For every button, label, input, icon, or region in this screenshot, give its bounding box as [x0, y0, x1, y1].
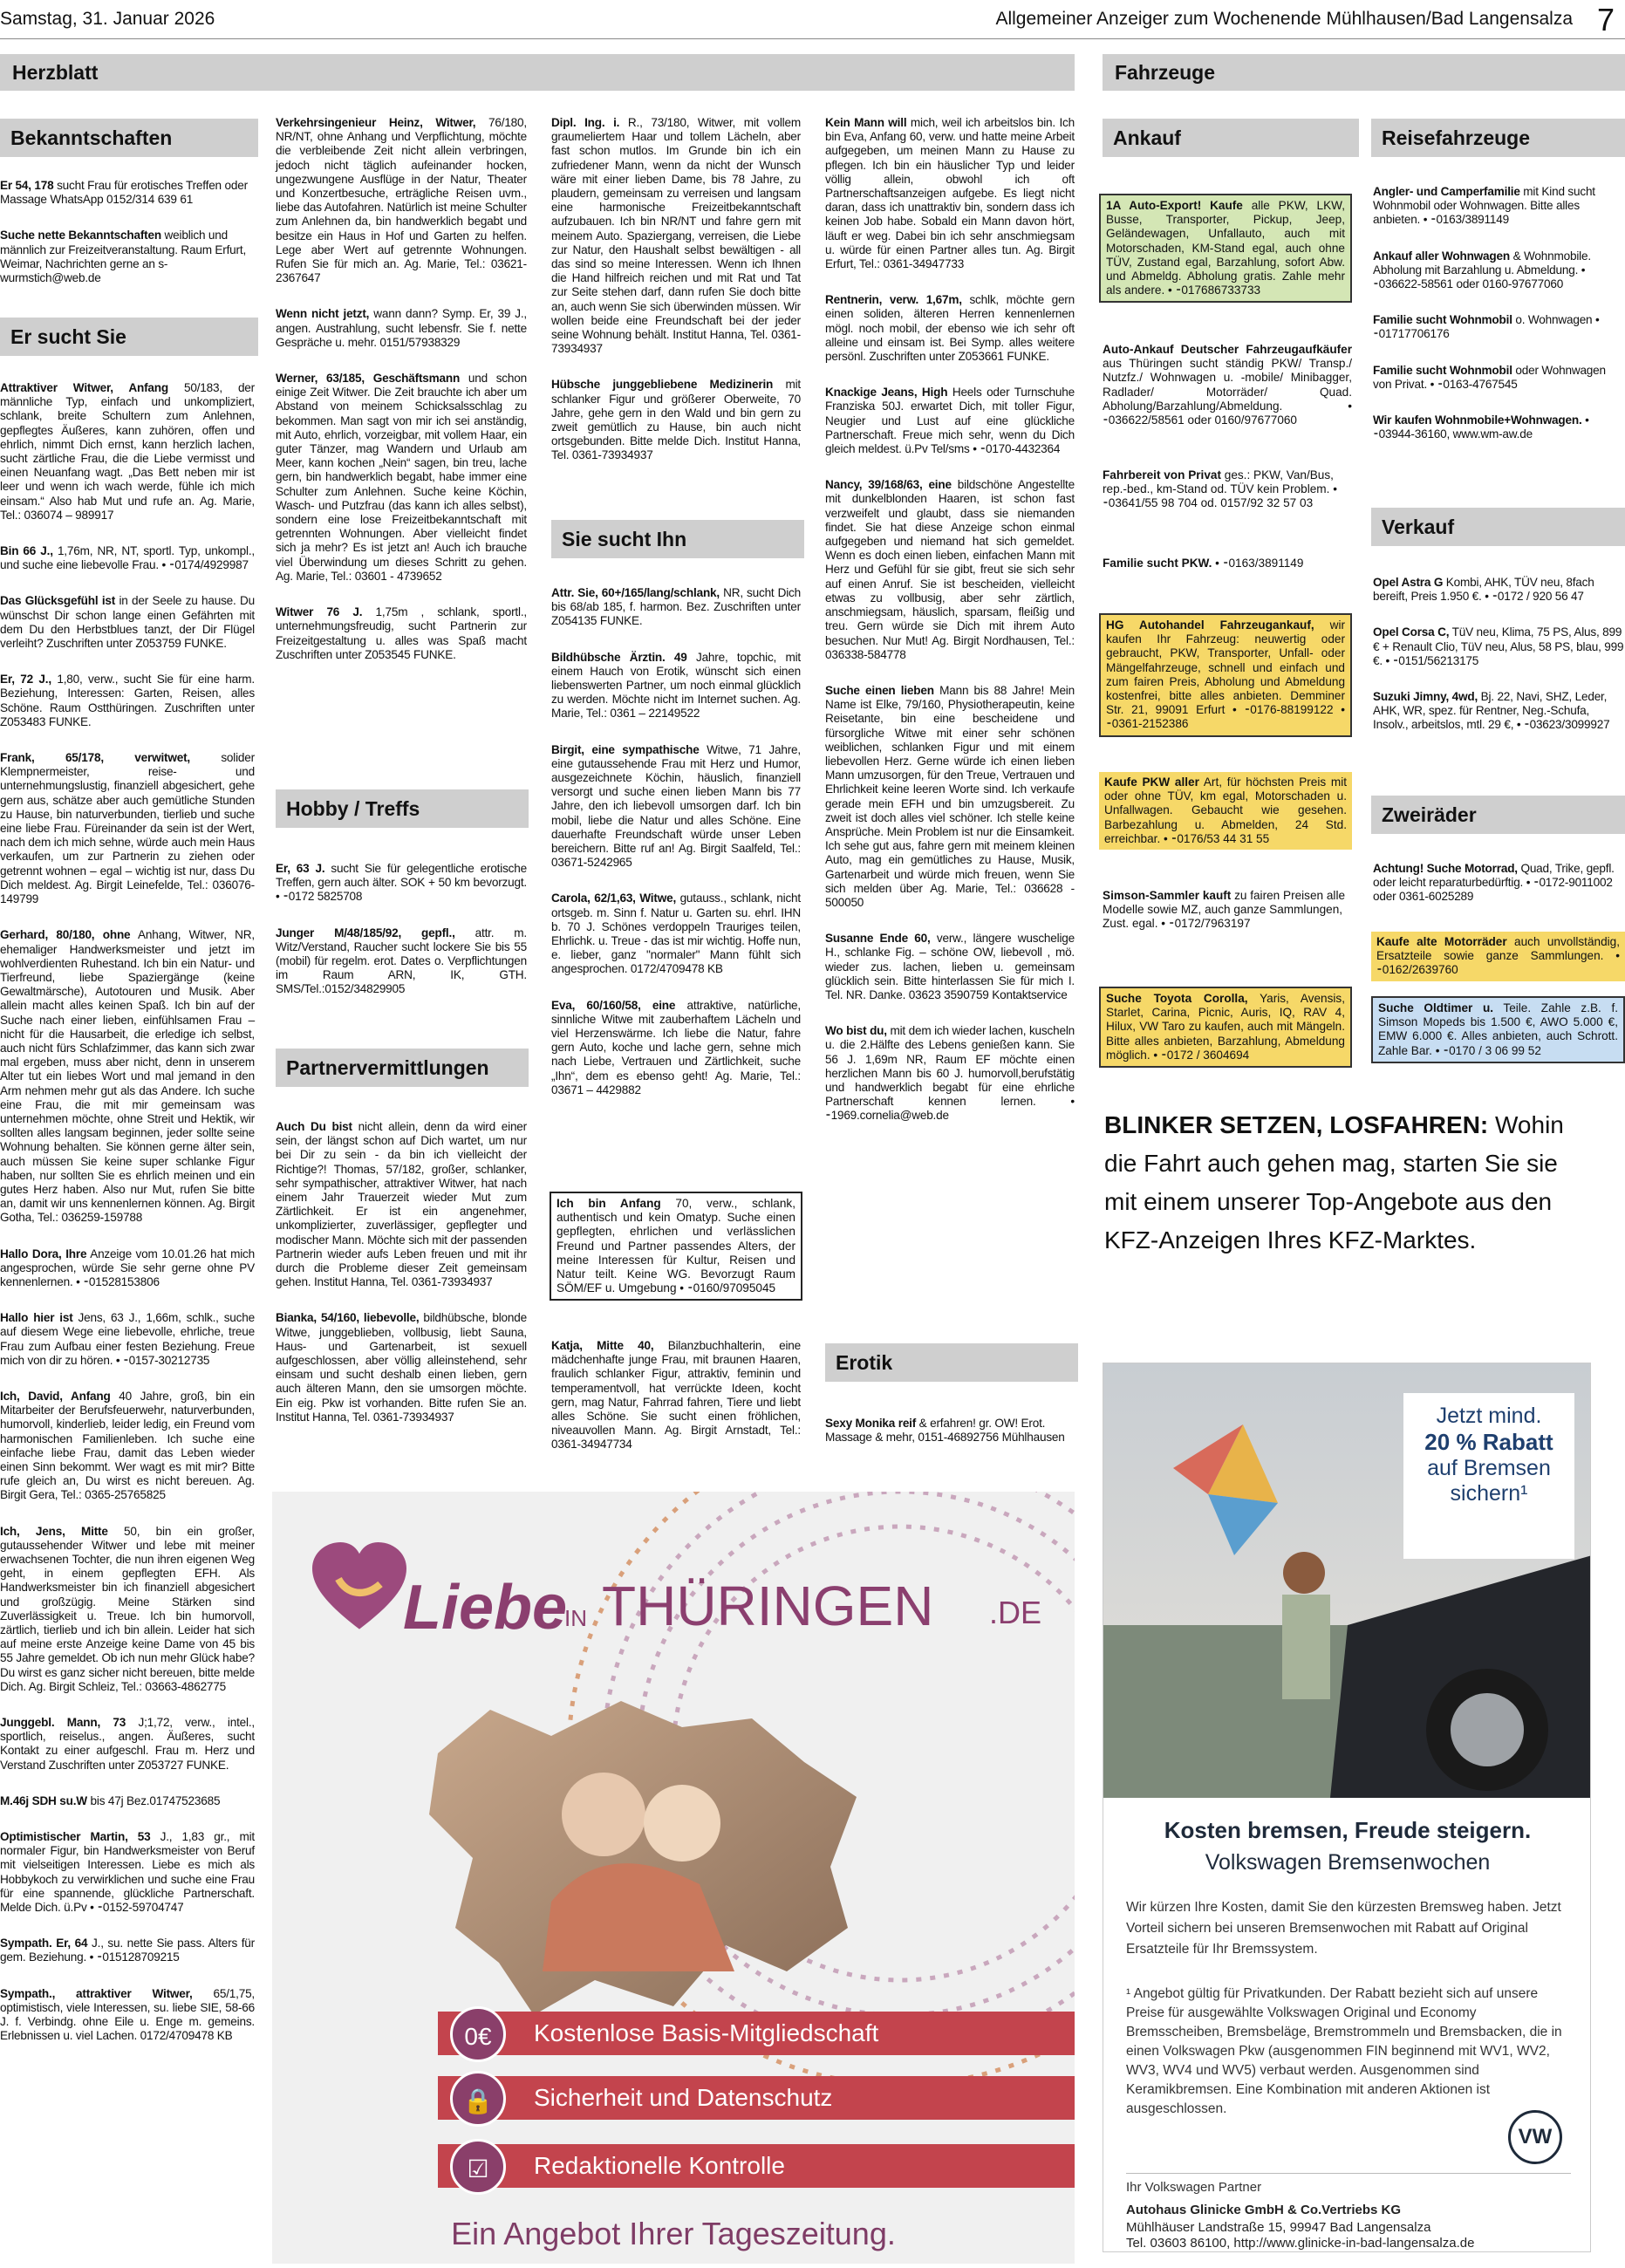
heading-partnervermittlungen: Partnervermittlungen [276, 1049, 529, 1087]
page-header [0, 0, 1625, 39]
classified-ad: Bianka, 54/160, liebevolle, bildhübsche, blonde Witwe, junggeblieben, vollbusig, liebt Sauna, Haus- und Gartenarbeit, ist sexuell aufgeschlossen, aber völlig alleinstehend, sehr einsam und sucht deshalb einen lieben, gern auch älteren Mann, den sie umsorgen möchte. Ein eig. Pkw ist vorhanden. Bitte rufen Sie an. Institut Hanna, Tel. 0361-73934937 [276, 1311, 527, 1424]
vw-address: Mühlhäuser Landstraße 15, 99947 Bad Langensalza [1126, 2220, 1431, 2235]
column-bekanntschaften [0, 179, 255, 307]
logo-in: IN [564, 1605, 587, 1631]
column-hobby [276, 862, 527, 1019]
heading-zweiraeder: Zweiräder [1371, 796, 1625, 834]
feature-sicherheit: 🔒 Sicherheit und Datenschutz [438, 2076, 1075, 2120]
classified-ad: Optimistischer Martin, 53 J., 1,83 gr., mit normaler Figur, bin Handwerksmeister von Beruf mit vielseitigen Interessen. Liebe es mich als Hobbykoch zu verwirklichen und suche eine Frau für eine spannende, glückliche Partnerschaft. Melde Dich. ü.Pv • ⁃0152-59704747 [0, 1830, 255, 1915]
column-3-bottom [551, 1339, 801, 1474]
ad-motorrad [1373, 862, 1625, 926]
ad-simson-sammler: Simson-Sammler kauft zu fairen Preisen alle Modelle sowie MZ, auch ganze Sammlungen, Zust. egal. • ⁃0172/7963197 [1103, 889, 1346, 931]
classified-ad: Das Glücksgefühl ist in der Seele zu hause. Du wünschst Dir schon lange einen Gefährten mit dem Du den Herbstblues tanzt, der Dir Flügel verleiht? Zuschriften unter Z053759 FUNKE. [0, 594, 255, 651]
classified-ad: Familie sucht Wohnmobil o. Wohnwagen • ⁃01717706176 [1373, 313, 1600, 341]
promo-box: Jetzt mind. 20 % Rabatt auf Bremsen sichern¹ [1403, 1393, 1574, 1559]
logo-thueringen: THÜRINGEN [602, 1575, 934, 1637]
monitor-check-icon: ☑ [450, 2139, 506, 2195]
classified-ad: Wir kaufen Wohnmobile+Wohnwagen. • ⁃03944-36160, www.wm-aw.de [1373, 413, 1589, 441]
kfz-teaser: BLINKER SETZEN, LOSFAHREN: Wohin die Fahrt auch gehen mag, starten Sie sie mit einem unserer Top-Angebote aus den KFZ-Anzeigen Ihres KFZ-Marktes. [1104, 1111, 1564, 1254]
classified-ad: Carola, 62/1,63, Witwe, gutauss., schlank, nicht ortsgeb. m. Sinn f. Natur u. Garten su. ehrl. IHN b. 70 J. Schönes verdoppeln Trauriges teilen, Ehrlichk. u. Treue - das ist mir wichtig. Hoffe nun, e. lieber, ganz "normaler" Mann fühlt sich angesprochen. 0172/4709478 KB [551, 891, 801, 976]
ad-toyota: Suche Toyota Corolla, Yaris, Avensis, Starlet, Carina, Picnic, Auris, IQ, RAV 4, Hilux, VW Taro zu kaufen, auch mit Mängeln. Bitte alles anbieten, Barzahlung, Abmeldung möglich. • ⁃0172 / 3604694 [1099, 987, 1352, 1068]
classified-ad: Eva, 60/160/58, eine attraktive, natürliche, sinnliche Witwe mit zauberhaftem Lächeln und viel Herzenswärme. Ich liebe die Natur, fahre gern Auto, koche und lache gern, sehne mich nach Liebe, Vertrauen und Zärtlichkeit, suche „Ihn“, dem es ebenso geht! Ag. Marie, Tel.: 03671 – 4429882 [551, 998, 801, 1096]
heading-hobby-treffs: Hobby / Treffs [276, 789, 529, 828]
classified-ad: Rentnerin, verw. 1,67m, schlk, möchte gern einen soliden, älteren Herren kennenlernen mögl. noch mobil, der ebenso wie ich sehr oft alleine und einsam ist. Bei Symp. alles weitere persönl. Zuschriften unter Z053661 FUNKE. [825, 293, 1075, 364]
classified-ad: Verkehrsingenieur Heinz, Witwer, 76/180, NR/NT, ohne Anhang und Verpflichtung, möchte die verbleibende Zeit nicht allein verbringen, jedoch nicht täglich aufeinander hocken, ungezwungene Ausflüge in der Natur, Theater und Konzertbesuche, erträgliche Reisen uvm., liebe das Autofahren. Natürlich ist meine Schulter zum Anlehnen da, bin handwerklich begabt und besitze ein Haus in Hof und Garten zu helfen. Lege aber Wert auf getrennte Wohnungen. Rufen Sie für mich an. Ag. Marie, Tel.: 03621-2367647 [276, 116, 527, 285]
page-number: 7 [1596, 2, 1615, 38]
column-4 [825, 116, 1075, 1145]
classified-ad: Achtung! Suche Motorrad, Quad, Trike, gepfl. oder leicht reparaturbedürftig. • ⁃0172-9011002 oder 0361-6025289 [1373, 862, 1615, 904]
classified-ad: Hübsche junggebliebene Medizinerin mit schlanker Figur und größerer Oberweite, 70 Jahre, gehe gern in den Wald und bin gern zu zweit gemütlich zu Hause, bin auch nicht ortsgebunden. Bitte melde Dich. Institut Hanna, Tel. 0361-73934937 [551, 378, 801, 462]
framed-ad: Ich bin Anfang 70, verw., schlank, authentisch und kein Omatyp. Suche einen gepflegten, ehrlichen und verlässlichen Freund und Partner passendes Alters, der meine Interessen für Kultur, Reisen und Natur teilt. Keine WG. Bevorzugt Raum SÖM/EF u. Umgebung • ⁃0160/97095045 [550, 1192, 802, 1301]
column-sie-sucht-ihn [551, 586, 801, 1119]
classified-ad: Kein Mann will mich, weil ich arbeitslos bin. Ich bin Eva, Anfang 60, verw. und hatte meine Arbeit aufgegeben, um meinen Mann zu Hause zu pflegen. Ich bin ein häuslicher Typ und leider völlig allein, obwohl ich oft Partnerschaftsanzeigen aufgebe. Es liegt nicht daran, dass ich unattraktiv bin, sondern dass ich keinen Job habe. Sobald ein Mann davon hört, läuft er weg. Dabei bin ich sehr anschmiegsam u. würde für einen Partner alles tun. Ag. Birgit Erfurt, Tel.: 0361-34947733 [825, 116, 1075, 271]
classified-ad: Ankauf aller Wohnwagen & Wohnmobile. Abholung mit Barzahlung u. Abmeldung. • ⁃036622-58561 oder 0160-97677060 [1373, 249, 1591, 291]
column-2-top [276, 116, 527, 684]
classified-ad: Sympath. Er, 64 J., su. nette Sie pass. Alters für gem. Beziehung. • ⁃015128709215 [0, 1937, 255, 1964]
column-partner [276, 1120, 527, 1446]
ad-fahrbereit: Fahrbereit von Privat ges.: PKW, Van/Bus, rep.-bed., km-Stand od. TÜV kein Problem. • ⁃03641/55 98 704 od. 0157/92 32 57 03 [1103, 468, 1337, 510]
classified-ad: Gerhard, 80/180, ohne Anhang, Witwer, NR, ehemaliger Handwerksmeister und jetzt im wohlverdienten Ruhestand. Ich bin ein Natur- und Tierfreund, liebe Spaziergänge (keine Gewaltmärsche), Autotouren und Musik. Aber allein macht alles keinen Spaß. Ich bin auf der Suche nach einer lieben, einfühlsamen Frau – nicht für die Hausarbeit, die erledige ich selbst, auch nicht fürs Schlafzimmer, das kann sich zwar mal ergeben, muss aber nicht, denn in unserem Alter tut ein liebes Wort und mal jemand in den Arm nehmen mehr gut als das Andere. Ich suche eine Frau, die mit mir gemeinsam was unternehmen möchte, ohne Streit und Hektik, wir sollten alles langsam beginnen, jeder sollte seine Wohnung behalten. Sie können gerne älter sein, auch müssen Sie keine super schlanke Figur haben, nur sollten Sie es ehrlich meinen und ein gutes Herz haben. Also nur Mut, rufen Sie bitte an, damit wir uns kennenlernen können. Ag. Birgit Gotha, Tel.: 036259-159788 [0, 928, 255, 1225]
classified-ad: Birgit, eine sympathische Witwe, 71 Jahre, eine gutaussehende Frau mit Herz und Humor, ausgezeichnete Köchin, häuslich, finanziell versorgt und suche einen lieben Mann bis 77 Jahre, den ich liebevoll umsorgen darf. Ich bin mobil, liebe die Natur und alles Schöne. Eine dauerhafte Freundschaft würde unser Leben bereichern. Bitte ruf an! Ag. Birgit Saalfeld, Tel.: 03671-5242965 [551, 742, 801, 870]
classified-ad: Angler- und Camperfamilie mit Kind sucht Wohnmobil oder Wohnwagen. Bitte alles anbieten. • ⁃0163/3891149 [1373, 185, 1595, 227]
classified-ad: Hallo Dora, Ihre Anzeige vom 10.01.26 hat mich angesprochen, würde Sie sehr gerne ohne PV kennenlernen. • ⁃01528153806 [0, 1247, 255, 1288]
euro-zero-icon: 0€ [450, 2006, 506, 2062]
vw-body: Wir kürzen Ihre Kosten, damit Sie den kürzesten Bremsweg haben. Jetzt Vorteil sichern bei unseren Bremsenwochen mit Rabatt auf Original Ersatzteile für Ihr Bremssystem. [1126, 1900, 1561, 1957]
section-herzblatt: Herzblatt [0, 54, 1075, 91]
ad-hg-autohandel: HG Autohandel Fahrzeugankauf, wir kaufen Ihr Fahrzeug: neuwertig oder gebraucht, PKW, Transporter, Unfall- oder Mängelfahrzeuge, schnell und einfach und zum fairen Preis, Abholung und Abmeldung kostenfrei, bitte alles anbieten. Demminer Str. 21, 99091 Erfurt • ⁃0176-88199122 • ⁃0361-2152386 [1099, 613, 1352, 737]
vw-headline: Kosten bremsen, Freude steigern. [1164, 1817, 1532, 1843]
logo-de: .DE [989, 1595, 1042, 1630]
classified-ad: Auch Du bist nicht allein, denn da wird einer sein, der längst schon auf Dich wartet, um nur bei Dir zu sein - da bin ich vielleicht der Richtige?! Thomas, 57/182, großer, schlanker, sehr sympathischer, attraktiver Witwer, hat nach einem Jahr Trauerzeit wieder Mut zum Zärtlichkeit. Er ist ein angenehmer, unkomplizierter, zuverlässiger, gepflegter und modischer Mann. Möchte sich mit der passenden Partnerin wieder aufs Leben freuen und mit ihr durch die Probleme dieser Zeit gemeinsam gehen. Institut Hanna, Tel. 0361-73934937 [276, 1120, 527, 1289]
classified-ad: Attraktiver Witwer, Anfang 50/183, der männliche Typ, einfach und unkompliziert, schlank, breite Schultern zum Anlehnen, gepflegtes Äußeres, kann zuhören, offen und ehrlich, nimmt Dich ernst, kann herzlich lachen, sucht zärtliche Frau, die die Liebe vermisst und einen Neuanfang wagt. „Das Bett neben mir ist leer und wenn ich wach werde, fühle ich mich einsam.“ Also hab Mut und rufe an. Ag. Marie, Tel.: 036074 – 989917 [0, 381, 255, 522]
classified-ad: Opel Corsa C, TüV neu, Klima, 75 PS, Alus, 899 € + Renault Clio, TüV neu, Alus, 58 PS, blau, 999 €. • ⁃0151/56213175 [1373, 625, 1624, 667]
section-fahrzeuge: Fahrzeuge [1103, 54, 1625, 91]
vw-subline: Volkswagen Bremsenwochen [1205, 1850, 1491, 1875]
classified-ad: Witwer 76 J. 1,75m , schlank, sportl., unternehmungsfreudig, sucht Partnerin zur Freizeitgestaltung u. alles was Spaß macht Zuschriften unter Z053545 FUNKE. [276, 605, 527, 661]
logo-liebe: Liebe [403, 1573, 568, 1643]
vw-partner-label: Ihr Volkswagen Partner [1126, 2180, 1262, 2195]
classified-ad: M.46j SDH su.W bis 47j Bez.01747523685 [0, 1793, 221, 1807]
feature-kontrolle: ☑ Redaktionelle Kontrolle [438, 2144, 1075, 2188]
classified-ad: Sexy Monika reif & erfahren! gr. OW! Erot. Massage & mehr, 0151-46892756 Mühlhausen [825, 1417, 1065, 1445]
vw-dealer: Autohaus Glinicke GmbH & Co.Vertriebs KG [1126, 2203, 1402, 2217]
vw-logo-icon: VW [1508, 2110, 1562, 2164]
heading-ankauf: Ankauf [1103, 119, 1359, 157]
thueringen-couple-photo [420, 1684, 865, 2024]
heading-er-sucht-sie: Er sucht Sie [0, 318, 258, 356]
publication-title: Allgemeiner Anzeiger zum Wochenende Mühlhausen/Bad Langensalza [995, 9, 1573, 29]
classified-ad: Junger M/48/185/92, gepfl., attr. m. Witz/Verstand, Raucher sucht lockere Sie bis 55 (mobil) für regelm. erot. Dates o. Verpflichtungen im Raum ARN, IK, GTH. SMS/Tel.:0152/34829905 [276, 926, 527, 996]
heading-erotik: Erotik [825, 1343, 1078, 1382]
classified-ad: Er, 72 J., 1,80, verw., sucht Sie für eine harm. Beziehung, Interessen: Garten, Reisen, alles Schöne. Raum Ostthüringen. Zuschriften unter Z053483 FUNKE. [0, 673, 255, 728]
ad-kaufe-pkw: Kaufe PKW aller Art, für höchsten Preis mit oder ohne TÜV, km egal, Motorschaden u. Unfallwagen. Gebaucht wie gesehen. Barbezahlung u. Abmelden, 24 Std. erreichbar. • ⁃0176/53 44 31 55 [1099, 772, 1352, 850]
feature-basis-mitgliedschaft: 0€ Kostenlose Basis-Mitgliedschaft [438, 2012, 1075, 2055]
classified-ad: Dipl. Ing. i. R., 73/180, Witwer, mit vollem graumeliertem Haar und tollem Lächeln, aber fast schon mutlos. Im Grunde bin ich ein zufriedener Mann, wenn da nicht der Wunsch wäre mit einer lieben Dame, bis 78 Jahre, zu plaudern, gemeinsam zu verreisen und langsam eine harmonische Freizeitbekanntschaft aufzubauen. Ich bin NR/NT und fahre gern mit meinem Auto. Spaziergang, verreisen, die Liebe zur Natur, den Haushalt selbst bewältigen - all das sind so meine Interessen. Wenn ich Ihnen die Hand hilfreich reichen und mit Rat und Tat zur Seite stehen darf, dann rufen Sie doch bitte an, auch wenn Sie sich überwinden müssen. Wir wollen beide eine Freundschaft bei der jeder seine Wohnung behält. Institut Hanna, Tel. 0361-73934937 [551, 116, 801, 356]
ad-alte-motorraeder: Kaufe alte Motorräder auch unvollständig, Ersatzteile sowie ganze Sammlungen. • ⁃0162/2639760 [1371, 932, 1625, 981]
heading-reisefahrzeuge: Reisefahrzeuge [1371, 119, 1625, 157]
classified-ad: Katja, Mitte 40, Bilanzbuchhalterin, eine mädchenhafte junge Frau, mit braunen Haaren, fraulich schlanker Figur, attraktiv, feminin und temperamentvoll, hat verrückte Ideen, kocht gern, mag Natur, Fahrrad fahren, Tiere und liebt alles Schöne. Sie sucht einen fröhlichen, niveauvollen Mann. Ag. Birgit Arnstadt, Tel.: 0361-34947734 [551, 1339, 802, 1452]
column-reisefahrzeuge [1373, 185, 1625, 463]
ad-oldtimer: Suche Oldtimer u. Teile. Zahle z.B. f. Simson Mopeds bis 1.500 €, AWO 5.000 €, EMW 6.000 €. Alles anbieten, auch Schrott. Zahle Bar. • ⁃0170 / 3 06 99 52 [1371, 996, 1625, 1063]
vw-footnote: ¹ Angebot gültig für Privatkunden. Der Rabatt bezieht sich auf unsere Preise für ausgewählte Volkswagen Original und Economy Bremsscheiben, Bremsbeläge, Bremstrommeln und Bremsbacken, die in einen Volkswagen Pkw (ausgenommen FIN beginnend mit WV1, WV2, WV3, WV4 und WV5) verbaut werden. Ausgenommen sind Keramikbremsen. Eine Kombination mit anderen Aktionen ist ausgeschlossen. [1126, 1986, 1562, 2116]
classified-ad: Suzuki Jimny, 4wd, Bj. 22, Navi, SHZ, Leder, AHK, WR, spez. für Rentner, Neg.-Schufa, Insolv., arbeitslos, mtl. 29 €, • ⁃03623/3099927 [1373, 690, 1610, 732]
column-erotik [825, 1417, 1075, 1466]
lock-icon: 🔒 [450, 2071, 506, 2127]
classified-ad: Wo bist du, mit dem ich wieder lachen, kuscheln u. die 2.Hälfte des Lebens genießen kann. Sie 56 J. 1,69m NR, Raum EF möchte einen herzlichen Mann bis 60 J. humorvoll,berufstätig und handwerklich begabt für eine ehrliche Partnerschaft kennen lernen. • ⁃1969.cornelia@web.de [825, 1024, 1075, 1123]
classified-ad: Familie sucht Wohnmobil oder Wohnwagen von Privat. • ⁃0163-4767545 [1373, 363, 1606, 391]
heart-icon [307, 1537, 412, 1642]
classified-ad: Ich, David, Anfang 40 Jahre, groß, bin ein Mitarbeiter der Berufsfeuerwehr, naturverbunden, humorvoll, kinderlieb, leider ledig, ein Freund vom harmonischen Familienleben. Ich suche eine einfache liebe Frau, damit das Leben wieder einen Sinn bekommt. Wer wagt es mit mir? Bitte rufe gleich an, Du wirst es nicht bereuen. Ag. Birgit Gera, Tel.: 0365-25765825 [0, 1389, 255, 1502]
classified-ad: Bildhübsche Ärztin. 49 Jahre, topchic, mit einem Hauch von Erotik, wünscht sich einen liebenswerten Partner, um noch einmal glücklich zu werden. Möchte nicht im Internet suchen. Ag. Marie, Tel.: 0361 – 22149522 [551, 650, 801, 721]
heading-bekanntschaften: Bekanntschaften [0, 119, 258, 157]
classified-ad: Hallo hier ist Jens, 63 J., 1,66m, schlk., suche auf diesem Wege eine liebevolle, ehrliche, treue Frau zum Aufbau einer festen Beziehung. Freue mich von dir zu hören. • ⁃0157-30212735 [0, 1311, 255, 1367]
liebe-in-thueringen-ad[interactable] [272, 1492, 1075, 2264]
classified-ad: Suche einen lieben Mann bis 88 Jahre! Mein Name ist Elke, 79/160, Physiotherapeutin, keine Reisetante, bin eine bescheidene und fürsorgliche Witwe mit einer sehr schönen weiblichen, schlanken Figur und mit einem liebevollen Herz. Gerne würde ich einen lieben Mann umzusorgen, für den Treue, Vertrauen und Ehrlichkeit keine leeren Worte sind. Ich verkaufe gerade mein EFH und bin umzugsbereit. Zu zweit ist doch alles viel schöner. Ich stelle keine Ansprüche. Mein Problem ist nur die Einsamkeit. Ich sehe gut aus, fahre gern mit meinem kleinen Auto, mag ein gemütliches zu Hause, Musik, Gartenarbeit und würde mich freuen, wenn Sie sich melden über Ag. Marie, Tel.: 036628 - 500050 [825, 683, 1075, 909]
heading-verkauf: Verkauf [1371, 508, 1625, 546]
classified-ad: Nancy, 39/168/63, eine bildschöne Angestellte mit dunkelblonden Haaren, ist schon fast verzweifelt und glaubt, dass sie niemanden findet. Sie hat diese Anzeige schon einmal aufgegeben und niemand hat sich gemeldet. Wenn es doch einen lieben, einfachen Mann mit Herz und Gefühl für sie gibt, freut sie sich sehr auf einen Anruf. Sie ist bescheiden, vielleicht etwas zu vollbusig, aber sehr zärtlich, anschmiegsam, häuslich, sparsam, fleißig und treu. Gern würde sie Dich mit ihrem Auto besuchen. Nur Mut! Ag. Birgit Nordhausen, Tel.: 036338-584778 [825, 478, 1075, 661]
vw-contact: Tel. 03603 86100, http://www.glinicke-in-bad-langensalza.de [1126, 2236, 1475, 2251]
classified-ad: Knackige Jeans, High Heels oder Turnschuhe Franziska 50J. erwartet Dich, mit toller Figur, Neugier und Lust auf eine glückliche Partnerschaft. Freue mich sehr, wenn du Dich gleich meldest. ü.Pv Tel/sms • ⁃0170-4432364 [825, 386, 1075, 456]
classified-ad: Wenn nicht jetzt, wann dann? Symp. Er, 39 J., angen. Austrahlung, sucht lebensfr. Sie f. nette Gespräche u. mehr. 0151/57938329 [276, 307, 527, 349]
liebe-tagline: Ein Angebot Ihrer Tageszeitung. [451, 2216, 896, 2251]
classified-ad: Suche nette Bekanntschaften weiblich und männlich zur Freizeitveranstaltung. Raum Erfurt, Weimar, Nachrichten gerne an s-wurmstich@web.de [0, 229, 247, 285]
classified-ad: Er, 63 J. sucht Sie für gelegentliche erotische Treffen, gern auch älter. SOK + 50 km bevorzugt. • ⁃0172 5825708 [276, 862, 527, 904]
ad-auto-export: 1A Auto-Export! Kaufe alle PKW, LKW, Busse, Transporter, Pickup, Jeep, Geländewagen, Unfallauto, auch mit Motorschaden, KM-Stand egal, auch ohne TÜV, Zustand egal, Barzahlung, sofort Abw. und Abmeldg. Abholung gratis. Zahle mehr als andere. • ⁃017686733733 [1099, 194, 1352, 303]
issue-date: Samstag, 31. Januar 2026 [0, 9, 215, 29]
classified-ad: Susanne Ende 60, verw., längere wuschelige H., schlanke Fig. – schöne OW, liebevoll , mö. wieder zus. lachen, lieben u. gemeinsam glücklich sein. Bitte hinterlassen Sie für mich I. Tel. NR. Danke. 03623 3590759 Kontaktservice [825, 932, 1075, 1001]
column-verkauf [1373, 576, 1625, 755]
classified-ad: Frank, 65/178, verwitwet, solider Klempnermeister, reise- und unternehmungslustig, finanziell abgesichert, gehe gern aus, schätze aber auch gemütliche Stunden zu Hause, bin naturverbunden, tierlieb und suche eine liebe Frau. Füreinander da sein ist der Wert, nach dem ich mich sehne, würde auch mein Haus verkaufen, um zur Partnerin zu ziehen oder getrennt wohnen – egal – wichtig ist nur, dass Du Dich meldest. Ag. Birgit Leinefelde, Tel.: 036076-149799 [0, 751, 255, 906]
column-3-top [551, 116, 801, 485]
ad-auto-ankauf: Auto-Ankauf Deutscher Fahrzeugaufkäufer aus Thüringen sucht ständig PKW/ Transp./ Nutzfz./ Wohnwagen u. -mobile/ Minibagger, Radlader/ Motorräder/ Quad. Abholung/Barzahlung/Abmeldung. • ⁃036622/58561 oder 0160/97677060 [1103, 343, 1352, 427]
classified-ad: Sympath., attraktiver Witwer, 65/1,75, optimistisch, viele Interessen, su. liebe SIE, 58-66 J. f. Verbindg. ohne Eile u. Enge m. gemeins. Erlebnissen u. viel Lachen. 0172/4709478 KB [0, 1986, 256, 2043]
classified-ad: Werner, 63/185, Geschäftsmann und schon einige Zeit Witwer. Die Zeit brauchte ich aber um Abstand von meinem Schicksalsschlag zu bekommen. Man sagt von mir ich sei anständig, mit Auto, ehrlich, vorzeigbar, mit vollem Haar, ein guter Tänzer, mag Wandern und Urlaub am Meer, kann kochen „Nein“ sagen, bin treu, lache gern, bin handwerklich begabt, habe immer eine Schulter zum Anlehnen. Suche keine Köchin, Wasch- und Putzfrau (das kann ich alles selbst), sondern eine lose Freizeitbekanntschaft mit getrennten Wohnungen. Aber vielleicht findet sich ja mehr? Es ist jetzt an! Auch ich brauche viel Überwindung um dieses Schritt zu gehen. Ag. Marie, Tel.: 03601 - 4739652 [276, 372, 527, 583]
ad-familie-pkw: Familie sucht PKW. • ⁃0163/3891149 [1103, 557, 1304, 570]
volkswagen-ad[interactable] [1103, 1363, 1591, 2252]
classified-ad: Opel Astra G Kombi, AHK, TÜV neu, 8fach bereift, Preis 1.950 €. • ⁃0172 / 920 56 47 [1373, 576, 1594, 604]
classified-ad: Attr. Sie, 60+/165/lang/schlank, NR, sucht Dich bis 68/ab 185, f. harmon. Bez. Zuschriften unter Z054135 FUNKE. [551, 586, 802, 628]
column-er-sucht-sie [0, 381, 255, 2066]
classified-ad: Junggebl. Mann, 73 J;1,72, verw., intel., sportlich, reiselus., angen. Äußeres, sucht Kontakt zu einer aufgeschl. Frau m. Herz und Verstand Zuschriften unter Z053727 FUNKE. [0, 1716, 255, 1772]
classified-ad: Bin 66 J., 1,76m, NR, NT, sportl. Typ, unkompl., und suche eine liebevolle Frau. • ⁃0174/4929987 [0, 544, 255, 572]
classified-ad: Ich, Jens, Mitte 50, bin ein großer, gutaussehender Witwer und lebe mit meiner erwachsenen Tochter, die nun ihren eigenen Weg geht, in einem gepflegten EFH. Als Handwerksmeister bin ich finanziell abgesichert und großzügig. Meine Stärken sind Zuverlässigkeit u. Treue. Ich bin humorvoll, zärtlich, tierlieb und ich bin allein. Leider hat sich auf meine erste Anzeige keine Dame von 45 bis 55 Jahre gemeldet. Ob ich nun mehr Glück habe? Du wirst es ganz sicher nicht bereuen, bitte melde Dich. Ag. Birgit Schleiz, Tel.: 03663-4862775 [0, 1524, 255, 1693]
classified-ad: Er 54, 178 sucht Frau für erotisches Treffen oder Massage WhatsApp 0152/314 639 61 [0, 179, 248, 207]
heading-sie-sucht-ihn: Sie sucht Ihn [551, 520, 804, 558]
